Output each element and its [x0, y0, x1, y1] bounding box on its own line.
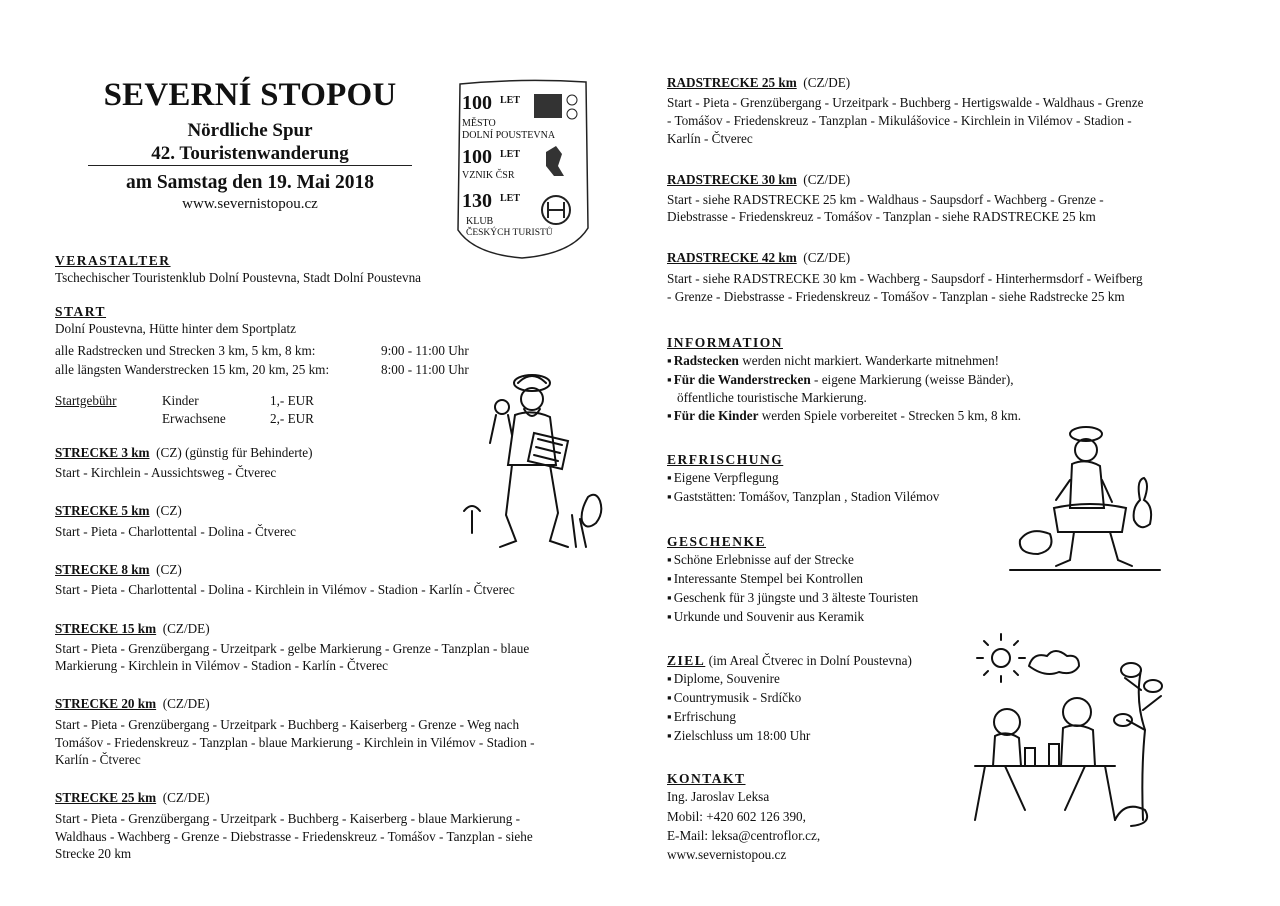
organizer-text: Tschechischer Touristenklub Dolní Poustevna, Stadt Dolní Poustevna [55, 270, 422, 285]
bike-42km-line-1: Start - siehe RADSTRECKE 30 km - Wachberg - Saupsdorf - Hinterhermsdorf - Weifberg [667, 271, 1143, 286]
logo-text-1a: MĚSTO [462, 118, 496, 129]
bike-25km-line-2: - Tomášov - Friedenskreuz - Tanzplan - Mikulášovice - Kirchlein in Vilémov - Stadion - [667, 113, 1132, 128]
start-location: Dolní Poustevna, Hütte hinter dem Sportplatz [55, 321, 297, 336]
route-15km-line-1: Start - Pieta - Grenzübergang - Urzeitpark - gelbe Markierung - Grenze - Tanzplan - blaue [55, 641, 530, 656]
logo-unit-3: LET [500, 193, 521, 204]
gifts-item-1: ▪ Schöne Erlebnisse auf der Strecke [667, 551, 854, 569]
logo-text-2a: VZNIK ČSR [462, 170, 515, 181]
route-25km-heading [55, 789, 210, 807]
goal-item-3: ▪ Erfrischung [667, 708, 736, 726]
subtitle: Nördliche Spur [187, 120, 313, 141]
route-15km-line-2: Markierung - Kirchlein in Vilémov - Stadion - Karlín - Čtverec [55, 658, 388, 673]
goal-item-2: ▪ Countrymusik - Srdíčko [667, 689, 801, 707]
logo-unit-2: LET [500, 149, 521, 160]
page-title: SEVERNÍ STOPOU [103, 77, 397, 113]
bike-25km-tag: (CZ/DE) [803, 75, 851, 90]
route-15km-name: STRECKE 15 km [55, 621, 157, 636]
info-item-2 [667, 371, 1014, 389]
fee-label: Startgebühr [55, 393, 117, 408]
goal-item-1: ▪ Diplome, Souvenire [667, 670, 780, 688]
route-8km-line-1: Start - Pieta - Charlottental - Dolina - Kirchlein in Vilémov - Stadion - Karlín - Čtverec [55, 582, 515, 597]
route-5km-heading [55, 502, 182, 520]
bike-42km-name: RADSTRECKE 42 km [667, 250, 797, 265]
route-25km-tag: (CZ/DE) [162, 790, 210, 805]
fee-group-2: Erwachsene [162, 411, 226, 426]
route-3km-heading [55, 444, 313, 462]
event-name: 42. Touristenwanderung [151, 143, 349, 164]
picnic-illustration [965, 630, 1175, 840]
bike-30km-line-2: Diebstrasse - Friedenskreuz - Tomášov - Tanzplan - siehe RADSTRECKE 25 km [667, 209, 1096, 224]
gifts-item-4: ▪ Urkunde und Souvenir aus Keramik [667, 608, 864, 626]
refreshment-item-1: ▪ Eigene Verpflegung [667, 469, 779, 487]
info-item-3-text: öffentliche touristische Markierung. [677, 390, 867, 405]
goal-heading-row [667, 652, 912, 670]
route-20km-name: STRECKE 20 km [55, 696, 157, 711]
event-url[interactable]: www.severnistopou.cz [182, 196, 318, 212]
bike-25km-name: RADSTRECKE 25 km [667, 75, 797, 90]
route-20km-line-2: Tomášov - Friedenskreuz - Tanzplan - blaue Markierung - Kirchlein in Vilémov - Stadion - [55, 735, 535, 750]
hiker-illustration [460, 365, 620, 555]
info-item-4-bold: Für die Kinder [673, 408, 759, 423]
anniversary-logo [452, 78, 592, 260]
route-20km-heading [55, 695, 210, 713]
route-5km-line-1: Start - Pieta - Charlottental - Dolina - Čtverec [55, 524, 296, 539]
info-item-2-text: - eigene Markierung (weisse Bänder), [810, 372, 1014, 387]
info-item-1-text: werden nicht markiert. Wanderkarte mitnehmen! [738, 353, 1000, 368]
route-25km-name: STRECKE 25 km [55, 790, 157, 805]
gifts-item-2: ▪ Interessante Stempel bei Kontrollen [667, 570, 863, 588]
information-heading: INFORMATION [667, 335, 783, 350]
route-5km-tag: (CZ) [156, 503, 182, 518]
event-date: am Samstag den 19. Mai 2018 [125, 172, 375, 193]
fee-price-1: 1,- EUR [270, 393, 314, 408]
route-20km-line-3: Karlín - Čtverec [55, 752, 141, 767]
bike-42km-tag: (CZ/DE) [803, 250, 851, 265]
start-heading: START [55, 304, 107, 319]
logo-text-3b: ČESKÝCH TURISTŮ [466, 228, 553, 238]
header-divider [88, 165, 412, 166]
contact-url[interactable]: www.severnistopou.cz [667, 847, 787, 862]
info-item-1-bold: Radstecken [673, 353, 739, 368]
bike-25km-line-1: Start - Pieta - Grenzübergang - Urzeitpark - Buchberg - Hertigswalde - Waldhaus - Grenze [667, 95, 1144, 110]
route-3km-tag: (CZ) (günstig für Behinderte) [156, 445, 313, 460]
route-25km-line-2: Waldhaus - Wachberg - Grenze - Diebstrasse - Friedenskreuz - Tomášov - Tanzplan - siehe [55, 829, 533, 844]
bike-30km-name: RADSTRECKE 30 km [667, 172, 797, 187]
start-time-label-2: alle längsten Wanderstrecken 15 km, 20 km, 25 km: [55, 362, 330, 377]
contact-heading: KONTAKT [667, 771, 746, 786]
fee-group-1: Kinder [162, 393, 199, 408]
start-time-value-1: 9:00 - 11:00 Uhr [381, 343, 469, 358]
route-3km-name: STRECKE 3 km [55, 445, 150, 460]
route-5km-name: STRECKE 5 km [55, 503, 150, 518]
contact-phone: Mobil: +420 602 126 390, [667, 809, 806, 824]
bike-42km-heading [667, 249, 850, 267]
logo-num-2: 100 [462, 146, 492, 168]
goal-note: (im Areal Čtverec in Dolní Poustevna) [705, 653, 912, 668]
logo-unit-1: LET [500, 95, 521, 106]
organizer-heading: VERASTALTER [55, 253, 171, 268]
logo-num-3: 130 [462, 190, 492, 212]
logo-text-3a: KLUB [466, 216, 494, 227]
route-20km-tag: (CZ/DE) [162, 696, 210, 711]
gifts-item-3: ▪ Geschenk für 3 jüngste und 3 älteste Touristen [667, 589, 918, 607]
route-3km-line-1: Start - Kirchlein - Aussichtsweg - Čtverec [55, 465, 277, 480]
info-item-1 [667, 352, 999, 370]
fee-price-2: 2,- EUR [270, 411, 314, 426]
goal-heading: ZIEL [667, 653, 706, 668]
route-8km-name: STRECKE 8 km [55, 562, 150, 577]
contact-name: Ing. Jaroslav Leksa [667, 789, 770, 804]
contact-email[interactable]: E-Mail: leksa@centroflor.cz, [667, 828, 821, 843]
route-15km-tag: (CZ/DE) [162, 621, 210, 636]
bike-42km-line-2: - Grenze - Diebstrasse - Friedenskreuz - Tomášov - Tanzplan - siehe Radstrecke 25 km [667, 289, 1125, 304]
route-20km-line-1: Start - Pieta - Grenzübergang - Urzeitpark - Buchberg - Kaiserberg - Grenze - Weg nach [55, 717, 520, 732]
logo-text-1b: DOLNÍ POUSTEVNA [462, 130, 556, 141]
bike-30km-tag: (CZ/DE) [803, 172, 851, 187]
bike-25km-heading [667, 74, 850, 92]
refreshment-item-2: ▪ Gaststätten: Tomášov, Tanzplan , Stadion Vilémov [667, 488, 939, 506]
resting-hiker-illustration [1000, 420, 1170, 580]
route-25km-line-1: Start - Pieta - Grenzübergang - Urzeitpark - Buchberg - Kaiserberg - blaue Markierung - [55, 811, 521, 826]
info-item-4-text: werden Spiele vorbereitet - Strecken 5 km, 8 km. [758, 408, 1022, 423]
info-item-4 [667, 407, 1021, 425]
start-time-label-1: alle Radstrecken und Strecken 3 km, 5 km, 8 km: [55, 343, 316, 358]
gifts-heading: GESCHENKE [667, 534, 767, 549]
route-8km-tag: (CZ) [156, 562, 182, 577]
route-8km-heading [55, 561, 182, 579]
info-item-2-bold: Für die Wanderstrecken [673, 372, 811, 387]
route-15km-heading [55, 620, 210, 638]
route-25km-line-3: Strecke 20 km [55, 846, 132, 861]
logo-num-1: 100 [462, 92, 492, 114]
goal-item-4: ▪ Zielschluss um 18:00 Uhr [667, 727, 810, 745]
bike-30km-line-1: Start - siehe RADSTRECKE 25 km - Waldhaus - Saupsdorf - Wachberg - Grenze - [667, 192, 1104, 207]
bike-30km-heading [667, 171, 850, 189]
info-item-2-continued [677, 389, 867, 407]
bike-25km-line-3: Karlín - Čtverec [667, 131, 753, 146]
refreshment-heading: ERFRISCHUNG [667, 452, 784, 467]
start-time-value-2: 8:00 - 11:00 Uhr [381, 362, 469, 377]
